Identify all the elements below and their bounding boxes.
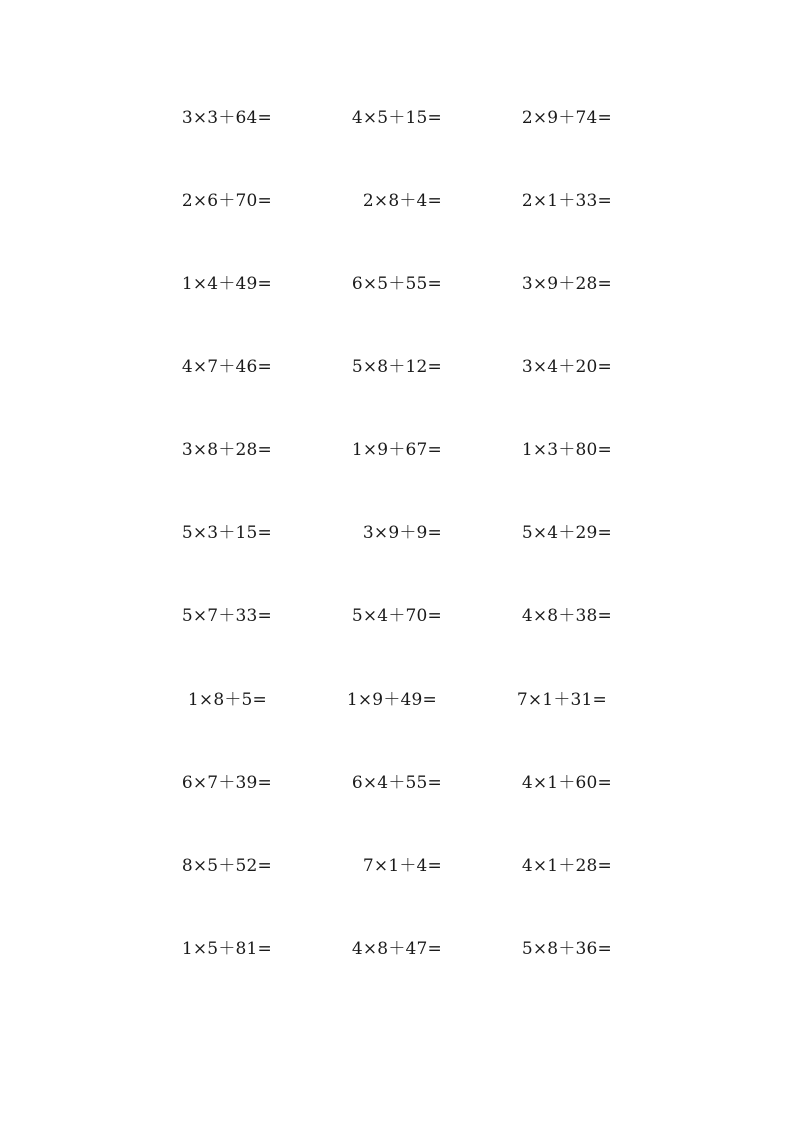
- math-problem: 5×4＋70=: [351, 606, 442, 626]
- problem-row-8: [0, 685, 794, 715]
- math-problem: 3×4＋20=: [521, 357, 612, 377]
- problem-row-10: [0, 851, 794, 881]
- math-problem: 4×8＋47=: [351, 939, 442, 959]
- math-problem: 1×9＋67=: [351, 440, 442, 460]
- math-problem: 3×3＋64=: [181, 108, 272, 128]
- math-problem: 1×5＋81=: [181, 939, 272, 959]
- math-problem: 1×9＋49=: [346, 690, 437, 710]
- math-problem: 8×5＋52=: [181, 856, 272, 876]
- math-problem: 4×1＋60=: [521, 773, 612, 793]
- problem-row-9: [0, 768, 794, 798]
- math-problem: 3×9＋9=: [362, 523, 442, 543]
- problem-row-11: [0, 934, 794, 964]
- problem-row-2: [0, 186, 794, 216]
- math-problem: 1×4＋49=: [181, 274, 272, 294]
- math-problem: 3×9＋28=: [521, 274, 612, 294]
- math-problem: 4×1＋28=: [521, 856, 612, 876]
- math-problem: 2×1＋33=: [521, 191, 612, 211]
- math-problem: 6×4＋55=: [351, 773, 442, 793]
- math-problem: 3×8＋28=: [181, 440, 272, 460]
- math-problem: 1×3＋80=: [521, 440, 612, 460]
- math-problem: 4×7＋46=: [181, 357, 272, 377]
- math-problem: 5×8＋36=: [521, 939, 612, 959]
- math-problem: 7×1＋4=: [362, 856, 442, 876]
- math-problem: 4×8＋38=: [521, 606, 612, 626]
- math-problem: 6×7＋39=: [181, 773, 272, 793]
- math-problem: 5×8＋12=: [351, 357, 442, 377]
- math-problem: 7×1＋31=: [516, 690, 607, 710]
- math-problem: 1×8＋5=: [187, 690, 267, 710]
- math-problem: 5×3＋15=: [181, 523, 272, 543]
- math-problem: 5×7＋33=: [181, 606, 272, 626]
- math-problem: 6×5＋55=: [351, 274, 442, 294]
- math-problem: 4×5＋15=: [351, 108, 442, 128]
- math-problem: 2×8＋4=: [362, 191, 442, 211]
- problem-row-3: [0, 269, 794, 299]
- problem-row-6: [0, 518, 794, 548]
- problem-row-7: [0, 601, 794, 631]
- problem-row-5: [0, 435, 794, 465]
- problem-row-1: [0, 103, 794, 133]
- math-problem: 5×4＋29=: [521, 523, 612, 543]
- math-problem: 2×9＋74=: [521, 108, 612, 128]
- problem-row-4: [0, 352, 794, 382]
- math-problem: 2×6＋70=: [181, 191, 272, 211]
